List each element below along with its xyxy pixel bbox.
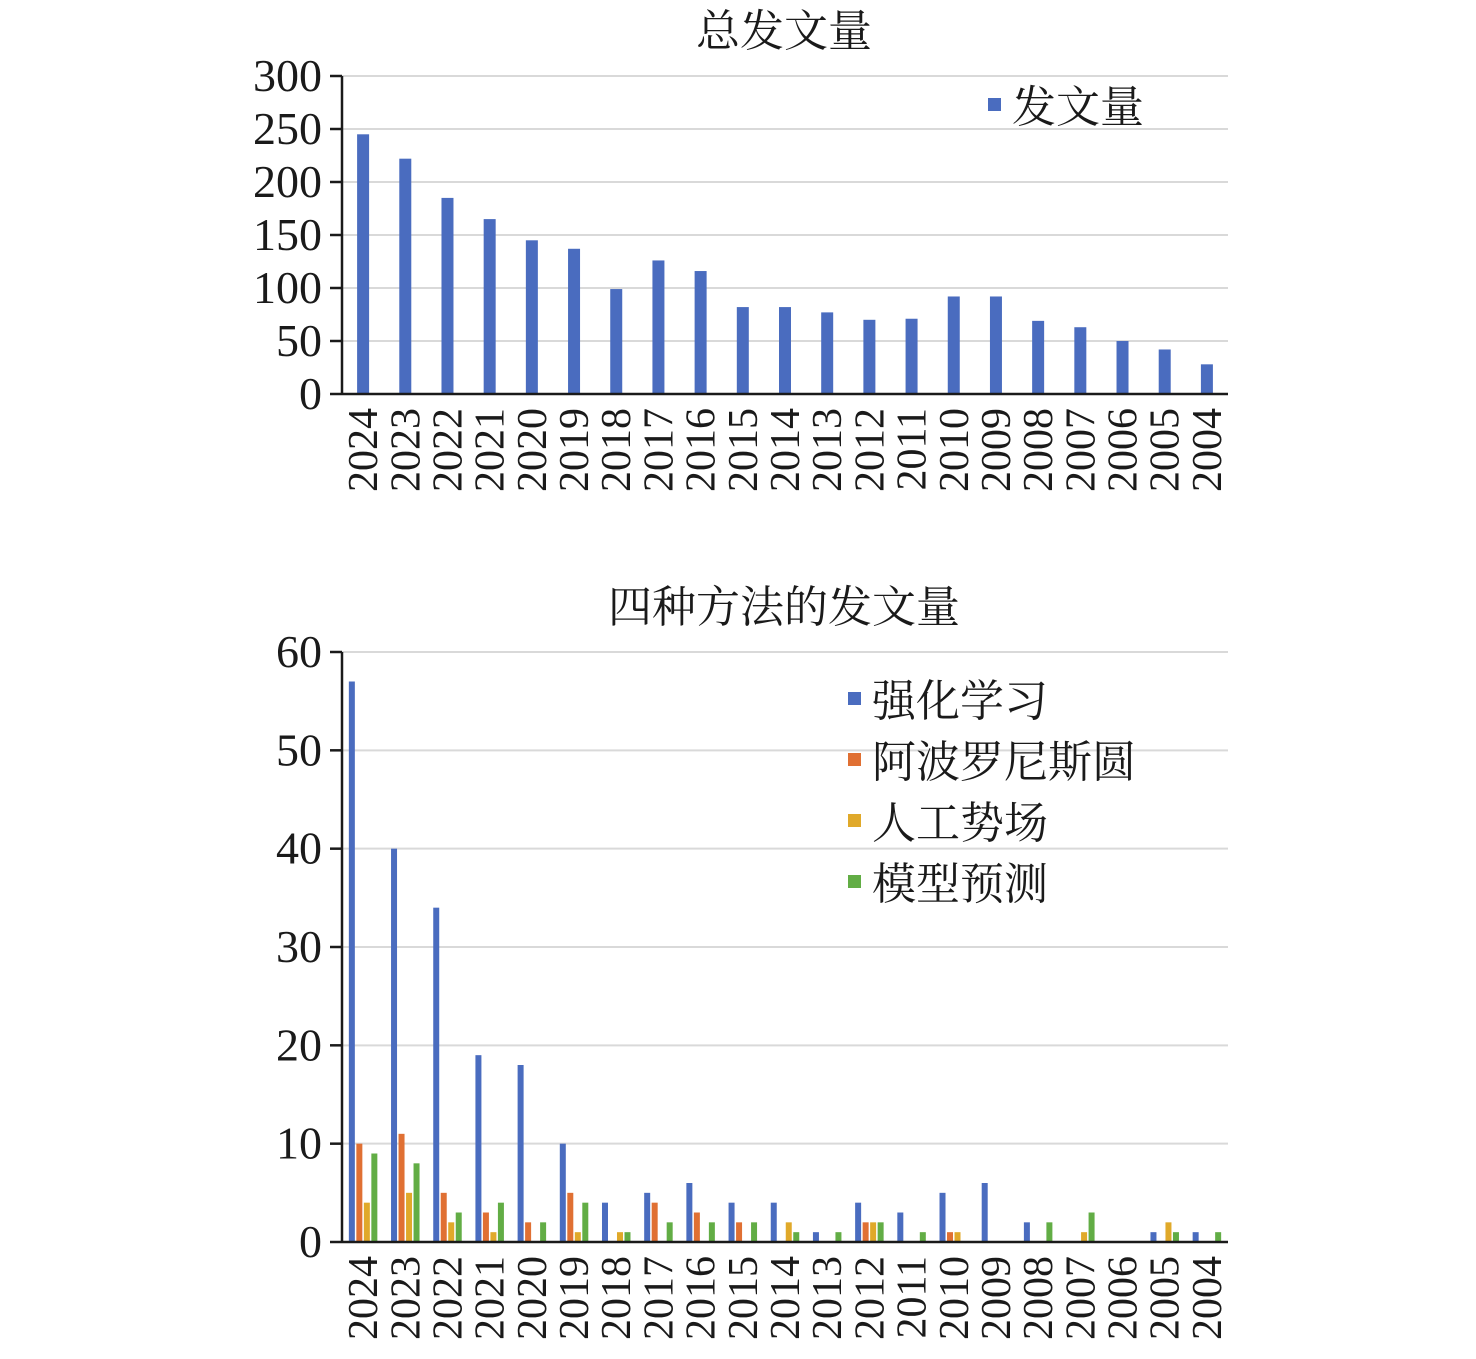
bar-强化学习-2015: [729, 1203, 735, 1242]
bar-阿波罗尼斯圆-2024: [356, 1144, 362, 1242]
x-tick-label: 2006: [1100, 1256, 1147, 1340]
bar-强化学习-2009: [982, 1183, 988, 1242]
bar-发文量-2017: [652, 260, 664, 394]
y-axis-ticks: [253, 50, 322, 419]
bar-人工势场-2018: [617, 1232, 623, 1242]
legend-label: 强化学习: [872, 676, 1048, 727]
bar-强化学习-2012: [855, 1203, 861, 1242]
x-tick-label: 2015: [720, 408, 767, 492]
bar-发文量-2011: [906, 319, 918, 394]
bar-强化学习-2014: [771, 1203, 777, 1242]
y-tick-label: 150: [253, 209, 322, 260]
y-tick-label: 50: [276, 315, 322, 366]
bar-模型预测-2012: [878, 1222, 884, 1242]
bars: [357, 134, 1213, 394]
bar-模型预测-2023: [414, 1163, 420, 1242]
bar-发文量-2008: [1032, 321, 1044, 394]
bar-发文量-2014: [779, 307, 791, 394]
x-tick-label: 2011: [889, 408, 936, 491]
bar-强化学习-2010: [940, 1193, 946, 1242]
bar-强化学习-2019: [560, 1144, 566, 1242]
bar-发文量-2016: [695, 271, 707, 394]
bar-发文量-2019: [568, 249, 580, 394]
x-tick-label: 2020: [509, 408, 556, 492]
x-tick-label: 2023: [383, 408, 430, 492]
legend-label: 发文量: [1012, 82, 1144, 133]
bar-人工势场-2021: [490, 1232, 496, 1242]
x-tick-label: 2022: [425, 408, 472, 492]
x-tick-label: 2007: [1058, 408, 1105, 492]
y-tick-label: 30: [276, 921, 322, 972]
legend-label: 模型预测: [872, 859, 1048, 910]
bar-发文量-2012: [863, 320, 875, 394]
x-tick-label: 2011: [889, 1256, 936, 1339]
x-tick-label: 2005: [1142, 408, 1189, 492]
chart-title: 总发文量: [696, 6, 872, 57]
legend-swatch: [848, 753, 861, 766]
bar-模型预测-2017: [667, 1222, 673, 1242]
x-tick-label: 2024: [341, 1256, 388, 1340]
bar-强化学习-2022: [433, 908, 439, 1242]
x-axis-ticks: [341, 1256, 1231, 1340]
bar-强化学习-2011: [897, 1213, 903, 1243]
bar-发文量-2013: [821, 312, 833, 394]
bar-强化学习-2023: [391, 849, 397, 1242]
x-tick-label: 2023: [383, 1256, 430, 1340]
bar-发文量-2005: [1159, 349, 1171, 394]
y-tick-label: 60: [276, 626, 322, 677]
bar-模型预测-2018: [624, 1232, 630, 1242]
x-tick-label: 2014: [763, 408, 809, 492]
y-tick-label: 50: [276, 724, 322, 776]
bar-发文量-2009: [990, 296, 1002, 394]
x-tick-label: 2014: [763, 1256, 809, 1340]
bar-发文量-2024: [357, 134, 369, 394]
x-tick-label: 2009: [973, 1256, 1020, 1340]
bar-发文量-2018: [610, 289, 622, 394]
bar-强化学习-2013: [813, 1232, 819, 1242]
x-tick-label: 2021: [467, 408, 514, 492]
bar-模型预测-2005: [1173, 1232, 1179, 1242]
y-tick-label: 250: [253, 103, 322, 154]
x-tick-label: 2007: [1058, 1256, 1105, 1340]
x-tick-label: 2019: [552, 408, 599, 492]
y-tick-label: 300: [253, 50, 322, 101]
x-tick-label: 2018: [594, 1256, 641, 1340]
legend: [988, 82, 1144, 133]
x-tick-label: 2015: [720, 1256, 767, 1340]
y-tick-label: 0: [299, 1216, 322, 1267]
bar-发文量-2020: [526, 240, 538, 394]
x-tick-label: 2008: [1016, 408, 1063, 492]
bar-强化学习-2021: [475, 1055, 481, 1242]
bar-强化学习-2004: [1193, 1232, 1199, 1242]
bar-强化学习-2018: [602, 1203, 608, 1242]
bar-强化学习-2005: [1150, 1232, 1156, 1242]
x-tick-label: 2016: [678, 408, 725, 492]
x-tick-label: 2012: [847, 408, 894, 492]
bar-发文量-2010: [948, 296, 960, 394]
legend-swatch: [988, 98, 1001, 111]
bar-阿波罗尼斯圆-2020: [525, 1222, 531, 1242]
gridlines: [342, 652, 1228, 1144]
bar-人工势场-2014: [786, 1222, 792, 1242]
y-tick-label: 100: [253, 262, 322, 313]
bar-强化学习-2020: [518, 1065, 524, 1242]
bar-阿波罗尼斯圆-2022: [441, 1193, 447, 1242]
bar-阿波罗尼斯圆-2010: [947, 1232, 953, 1242]
bar-人工势场-2019: [575, 1232, 581, 1242]
y-tick-label: 200: [253, 156, 322, 207]
x-tick-label: 2024: [341, 408, 388, 492]
legend-label: 人工势场: [872, 798, 1048, 849]
bar-发文量-2023: [399, 159, 411, 394]
bar-人工势场-2010: [955, 1232, 961, 1242]
bar-模型预测-2024: [371, 1154, 377, 1243]
bar-人工势场-2007: [1081, 1232, 1087, 1242]
y-axis-ticks: [276, 626, 322, 1267]
y-tick-label: 20: [276, 1019, 322, 1071]
bar-阿波罗尼斯圆-2021: [483, 1213, 489, 1243]
bar-阿波罗尼斯圆-2019: [567, 1193, 573, 1242]
bar-强化学习-2008: [1024, 1222, 1030, 1242]
bar-模型预测-2020: [540, 1222, 546, 1242]
legend-swatch: [848, 814, 861, 827]
bar-模型预测-2013: [835, 1232, 841, 1242]
bar-发文量-2015: [737, 307, 749, 394]
x-tick-label: 2016: [678, 1256, 725, 1340]
x-tick-label: 2013: [805, 1256, 852, 1340]
bar-阿波罗尼斯圆-2016: [694, 1213, 700, 1243]
bar-阿波罗尼斯圆-2015: [736, 1222, 742, 1242]
x-tick-label: 2010: [931, 1256, 978, 1340]
bar-阿波罗尼斯圆-2017: [652, 1203, 658, 1242]
bar-模型预测-2014: [793, 1232, 799, 1242]
x-tick-label: 2009: [973, 408, 1020, 492]
bar-人工势场-2022: [448, 1222, 454, 1242]
method-publications-chart: [276, 582, 1231, 1340]
legend: [848, 676, 1136, 910]
x-tick-label: 2022: [425, 1256, 472, 1340]
y-tick-label: 0: [299, 368, 322, 419]
bar-强化学习-2024: [349, 682, 355, 1243]
bar-发文量-2004: [1201, 364, 1213, 394]
bar-阿波罗尼斯圆-2012: [863, 1222, 869, 1242]
bar-发文量-2022: [441, 198, 453, 394]
x-tick-label: 2008: [1016, 1256, 1063, 1340]
x-tick-label: 2020: [509, 1256, 556, 1340]
x-tick-label: 2018: [594, 408, 641, 492]
x-tick-label: 2019: [552, 1256, 599, 1340]
x-axis-ticks: [341, 408, 1231, 492]
x-tick-label: 2021: [467, 1256, 514, 1340]
bar-发文量-2006: [1117, 341, 1129, 394]
bar-发文量-2021: [484, 219, 496, 394]
y-tick-label: 10: [276, 1117, 322, 1169]
x-tick-label: 2017: [636, 1256, 683, 1340]
bar-模型预测-2011: [920, 1232, 926, 1242]
x-tick-label: 2013: [805, 408, 852, 492]
legend-label: 阿波罗尼斯圆: [872, 737, 1136, 788]
bar-人工势场-2024: [364, 1203, 370, 1242]
bar-模型预测-2007: [1089, 1213, 1095, 1243]
legend-swatch: [848, 875, 861, 888]
bar-模型预测-2021: [498, 1203, 504, 1242]
bar-人工势场-2012: [870, 1222, 876, 1242]
bar-阿波罗尼斯圆-2023: [399, 1134, 405, 1242]
bar-模型预测-2022: [456, 1213, 462, 1243]
bar-人工势场-2005: [1165, 1222, 1171, 1242]
bar-模型预测-2015: [751, 1222, 757, 1242]
x-tick-label: 2017: [636, 408, 683, 492]
bar-强化学习-2017: [644, 1193, 650, 1242]
x-tick-label: 2010: [931, 408, 978, 492]
bar-模型预测-2008: [1046, 1222, 1052, 1242]
x-tick-label: 2004: [1184, 408, 1231, 492]
bar-人工势场-2023: [406, 1193, 412, 1242]
chart-title: 四种方法的发文量: [608, 582, 960, 633]
bar-模型预测-2016: [709, 1222, 715, 1242]
total-publications-chart: [253, 6, 1231, 492]
x-tick-label: 2006: [1100, 408, 1147, 492]
bar-发文量-2007: [1074, 327, 1086, 394]
y-tick-label: 40: [276, 822, 322, 874]
bar-模型预测-2019: [582, 1203, 588, 1242]
bar-强化学习-2016: [686, 1183, 692, 1242]
legend-swatch: [848, 692, 861, 705]
x-tick-label: 2012: [847, 1256, 894, 1340]
bar-模型预测-2004: [1215, 1232, 1221, 1242]
x-tick-label: 2005: [1142, 1256, 1189, 1340]
x-tick-label: 2004: [1184, 1256, 1231, 1340]
